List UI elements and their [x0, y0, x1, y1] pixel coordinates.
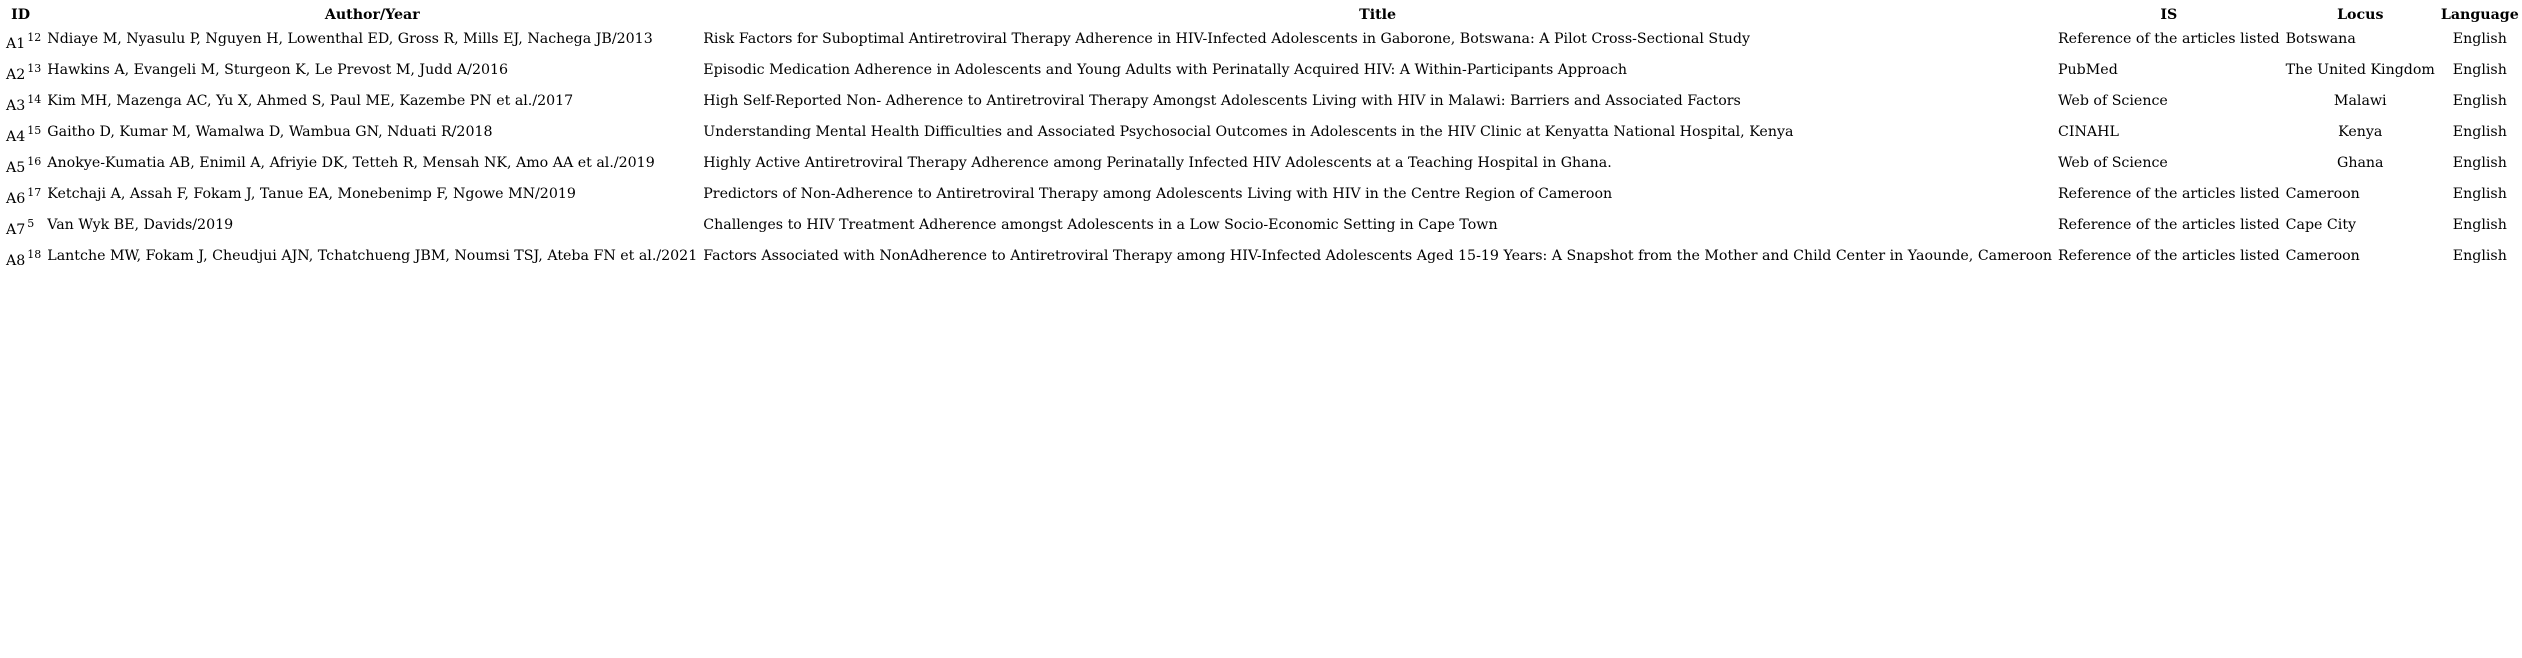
- cell-author-year: Kim MH, Mazenga AC, Yu X, Ahmed S, Paul ME, Kazembe PN et al./2017: [47, 93, 574, 109]
- cell-id: [0, 62, 44, 93]
- row-id: A6: [6, 191, 26, 207]
- reference-number: 17: [27, 186, 42, 199]
- row-id: A5: [6, 160, 26, 176]
- table-row: [0, 186, 2522, 217]
- cell-is: Web of Science: [2058, 155, 2168, 171]
- cell-title: Factors Associated with NonAdherence to Antiretroviral Therapy among HIV-Infected Adolescents Aged 15-19 Years: A Snapshot from the Mother and Child Center in Yaounde, Cameroon: [703, 248, 2052, 264]
- cell-title: Understanding Mental Health Difficulties and Associated Psychosocial Outcomes in Adolescents in the HIV Clinic at Kenyatta National Hospital, Kenya: [703, 124, 1794, 140]
- cell-author-year: Anokye-Kumatia AB, Enimil A, Afriyie DK, Tetteh R, Mensah NK, Amo AA et al./2019: [47, 155, 655, 171]
- table-header-row: [0, 7, 2522, 31]
- table-row: [0, 62, 2522, 93]
- cell-locus: Cape City: [2285, 217, 2357, 233]
- reference-number: 5: [27, 217, 35, 230]
- cell-locus: Ghana: [2336, 155, 2384, 171]
- cell-is: Reference of the articles listed: [2058, 31, 2280, 47]
- table-row: [0, 217, 2522, 248]
- cell-language: English: [2452, 62, 2507, 78]
- cell-id: [0, 186, 44, 217]
- cell-language: English: [2452, 31, 2507, 47]
- cell-title: Risk Factors for Suboptimal Antiretroviral Therapy Adherence in HIV-Infected Adolescents in Gaborone, Botswana: A Pilot Cross-Sectional Study: [703, 31, 1751, 47]
- cell-locus: Kenya: [2338, 124, 2383, 140]
- cell-title: Challenges to HIV Treatment Adherence amongst Adolescents in a Low Socio-Economic Setting in Cape Town: [703, 217, 1498, 233]
- cell-id: [0, 31, 44, 62]
- cell-locus: Botswana: [2285, 31, 2356, 47]
- header-title: Title: [1359, 7, 1397, 23]
- reference-number: 12: [27, 31, 42, 44]
- cell-title: Episodic Medication Adherence in Adolescents and Young Adults with Perinatally Acquired HIV: A Within-Participants Approach: [703, 62, 1628, 78]
- cell-title: Highly Active Antiretroviral Therapy Adherence among Perinatally Infected HIV Adolescents at a Teaching Hospital in Ghana.: [703, 155, 1612, 171]
- row-id: A3: [6, 98, 26, 114]
- cell-locus: Cameroon: [2285, 248, 2360, 264]
- table-row: [0, 124, 2522, 155]
- cell-title: Predictors of Non-Adherence to Antiretroviral Therapy among Adolescents Living with HIV in the Centre Region of Cameroon: [703, 186, 1613, 202]
- cell-language: English: [2452, 186, 2507, 202]
- cell-id: [0, 93, 44, 124]
- reference-number: 14: [27, 93, 42, 106]
- cell-author-year: Ndiaye M, Nyasulu P, Nguyen H, Lowenthal ED, Gross R, Mills EJ, Nachega JB/2013: [47, 31, 653, 47]
- header-id: ID: [11, 7, 31, 23]
- cell-language: English: [2452, 124, 2507, 140]
- table-row: [0, 93, 2522, 124]
- cell-is: Reference of the articles listed: [2058, 248, 2280, 264]
- cell-is: CINAHL: [2058, 124, 2119, 140]
- cell-locus: Malawi: [2333, 93, 2387, 109]
- cell-id: [0, 124, 44, 155]
- table-row: [0, 248, 2522, 279]
- cell-author-year: Lantche MW, Fokam J, Cheudjui AJN, Tchatchueng JBM, Noumsi TSJ, Ateba FN et al./2021: [47, 248, 698, 264]
- cell-author-year: Hawkins A, Evangeli M, Sturgeon K, Le Prevost M, Judd A/2016: [47, 62, 509, 78]
- row-id: A2: [6, 67, 26, 83]
- studies-table: [0, 7, 2522, 279]
- header-author-year: Author/Year: [324, 7, 420, 23]
- header-language: Language: [2440, 7, 2519, 23]
- table-row: [0, 155, 2522, 186]
- cell-language: English: [2452, 93, 2507, 109]
- header-locus: Locus: [2337, 7, 2384, 23]
- reference-number: 15: [27, 124, 42, 137]
- cell-language: English: [2452, 217, 2507, 233]
- cell-locus: The United Kingdom: [2285, 62, 2435, 78]
- row-id: A4: [6, 129, 26, 145]
- cell-is: Reference of the articles listed: [2058, 217, 2280, 233]
- cell-author-year: Van Wyk BE, Davids/2019: [47, 217, 234, 233]
- row-id: A7: [6, 222, 26, 238]
- cell-is: Reference of the articles listed: [2058, 186, 2280, 202]
- header-is: IS: [2160, 7, 2178, 23]
- row-id: A1: [6, 36, 26, 52]
- cell-id: [0, 248, 44, 279]
- cell-is: PubMed: [2058, 62, 2118, 78]
- reference-number: 16: [27, 155, 42, 168]
- cell-id: [0, 155, 44, 186]
- cell-author-year: Ketchaji A, Assah F, Fokam J, Tanue EA, Monebenimp F, Ngowe MN/2019: [47, 186, 576, 202]
- cell-is: Web of Science: [2058, 93, 2168, 109]
- cell-language: English: [2452, 155, 2507, 171]
- cell-locus: Cameroon: [2285, 186, 2360, 202]
- cell-title: High Self-Reported Non- Adherence to Antiretroviral Therapy Amongst Adolescents Living with HIV in Malawi: Barriers and Associated Factors: [703, 93, 1741, 109]
- cell-language: English: [2452, 248, 2507, 264]
- reference-number: 13: [27, 62, 42, 75]
- table-row: [0, 31, 2522, 62]
- reference-number: 18: [27, 248, 42, 261]
- cell-author-year: Gaitho D, Kumar M, Wamalwa D, Wambua GN, Nduati R/2018: [47, 124, 493, 140]
- row-id: A8: [6, 253, 26, 269]
- cell-id: [0, 217, 44, 248]
